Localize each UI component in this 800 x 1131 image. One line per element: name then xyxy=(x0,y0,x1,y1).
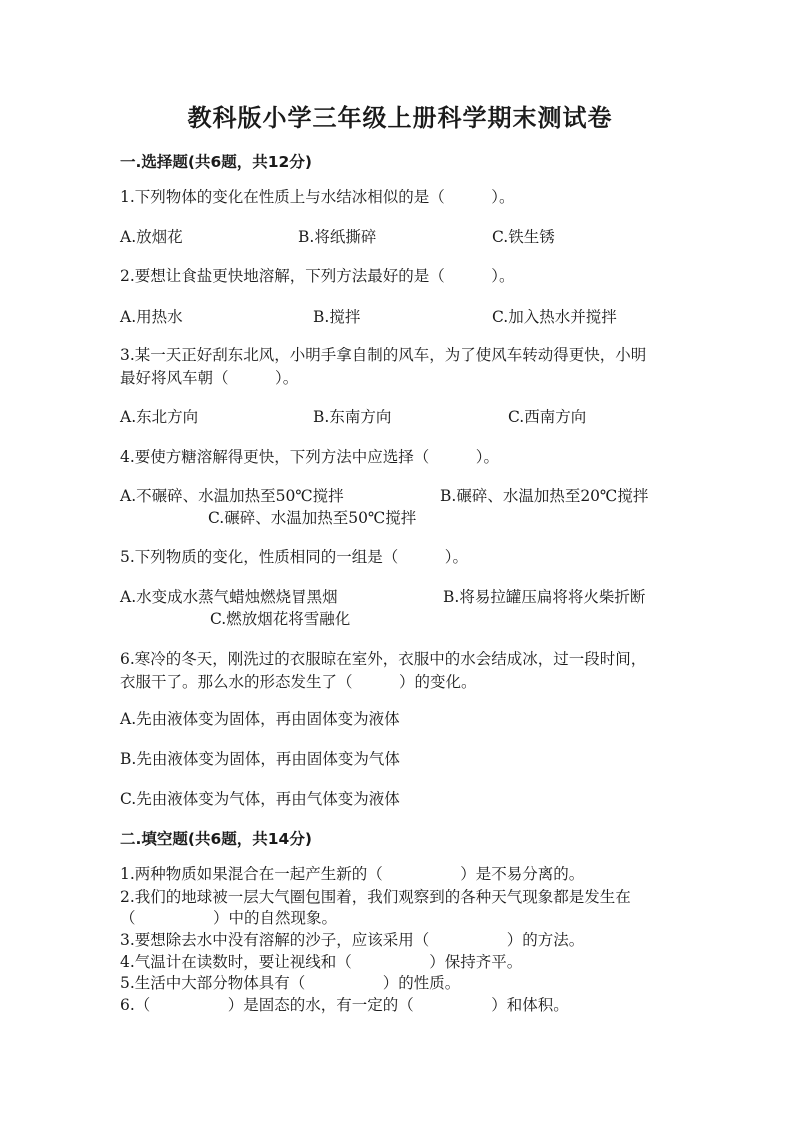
page-title: 教科版小学三年级上册科学期末测试卷 xyxy=(187,103,613,132)
fill-line: 3.要想除去水中没有溶解的沙子，应该采用（ ）的方法。 xyxy=(120,931,585,949)
option-c: C.燃放烟花将雪融化 xyxy=(210,610,351,628)
question-stem-cont: 最好将风车朝（ ）。 xyxy=(120,369,299,387)
option-a: A.水变成水蒸气蜡烛燃烧冒黑烟 xyxy=(120,588,338,606)
section-heading-choice: 一.选择题(共6题，共12分) xyxy=(120,153,312,171)
question-stem: 4.要使方糖溶解得更快，下列方法中应选择（ ）。 xyxy=(120,448,500,466)
fill-line: 1.两种物质如果混合在一起产生新的（ ）是不易分离的。 xyxy=(120,865,585,883)
option-a: A.用热水 xyxy=(120,308,183,326)
fill-line: 6.（ ）是固态的水，有一定的（ ）和体积。 xyxy=(120,996,569,1014)
question-stem: 3.某一天正好刮东北风，小明手拿自制的风车，为了使风车转动得更快，小明 xyxy=(120,346,647,364)
fill-line: （ ）中的自然现象。 xyxy=(120,909,338,927)
option-a: A.不碾碎、水温加热至50℃搅拌 xyxy=(120,487,344,505)
option-a: A.放烟花 xyxy=(120,228,183,246)
option-b: B.将易拉罐压扁将将火柴折断 xyxy=(443,588,646,606)
question-stem: 1.下列物体的变化在性质上与水结冰相似的是（ ）。 xyxy=(120,188,515,206)
option-b: B.搅拌 xyxy=(313,308,361,326)
option-c: C.铁生锈 xyxy=(492,228,555,246)
question-stem: 5.下列物质的变化，性质相同的一组是（ ）。 xyxy=(120,548,469,566)
option-a: A.东北方向 xyxy=(120,408,199,426)
section-heading-fill: 二.填空题(共6题，共14分) xyxy=(120,830,312,848)
option-c: C.西南方向 xyxy=(508,408,587,426)
option-c: C.先由液体变为气体，再由气体变为液体 xyxy=(120,790,400,808)
fill-line: 4.气温计在读数时，要让视线和（ ）保持齐平。 xyxy=(120,953,523,971)
option-b: B.东南方向 xyxy=(313,408,392,426)
question-stem-cont: 衣服干了。那么水的形态发生了（ ）的变化。 xyxy=(120,673,477,691)
option-b: B.碾碎、水温加热至20℃搅拌 xyxy=(440,487,649,505)
question-stem: 6.寒冷的冬天，刚洗过的衣服晾在室外，衣服中的水会结成冰，过一段时间， xyxy=(120,650,647,668)
option-c: C.碾碎、水温加热至50℃搅拌 xyxy=(208,509,417,527)
fill-line: 2.我们的地球被一层大气圈包围着，我们观察到的各种天气现象都是发生在 xyxy=(120,888,631,906)
option-b: B.先由液体变为固体，再由固体变为气体 xyxy=(120,750,400,768)
option-b: B.将纸撕碎 xyxy=(298,228,377,246)
option-a: A.先由液体变为固体，再由固体变为液体 xyxy=(120,710,400,728)
question-stem: 2.要想让食盐更快地溶解，下列方法最好的是（ ）。 xyxy=(120,267,515,285)
option-c: C.加入热水并搅拌 xyxy=(492,308,617,326)
fill-line: 5.生活中大部分物体具有（ ）的性质。 xyxy=(120,974,461,992)
